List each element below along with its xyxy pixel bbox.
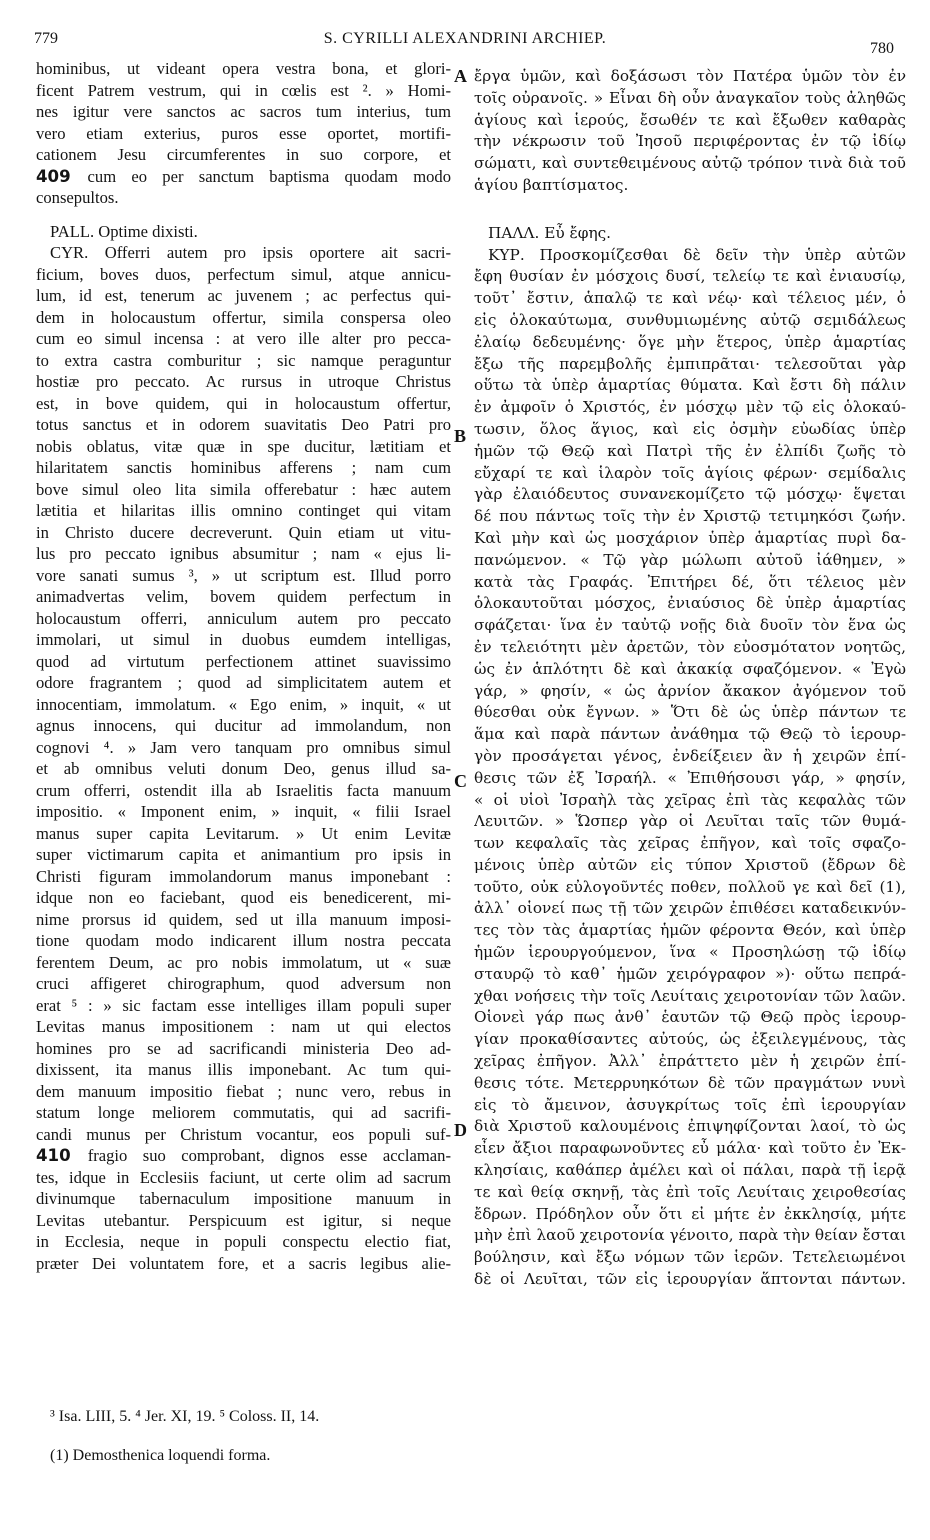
latin-line: hominibus, ut videant opera vestra bona, et glori- (36, 59, 451, 78)
greek-line: γάρ, » φησίν, « ὡς ἀρνίον ἄκακον ἀγόμενον τοῦ (474, 681, 906, 700)
greek-line: θεσις τότε. Μετερρυηκότων δὲ τῶν πραγμάτων νυνὶ (474, 1073, 906, 1092)
latin-line: crum offerri, ostendit illa ab Israelitis facta manuum (36, 780, 451, 800)
latin-line: impositio. « Imponent enim, » inquit, « filii Israel (36, 802, 451, 821)
greek-line: Λευιτῶν. » Ὥσπερ γὰρ οἱ Λευῖται ταῖς τῶν θυμά- (474, 812, 906, 831)
greek-line: εἰς τὸ ἄμεινον, ἀσυγκρίτως τοῖς ἐπὶ ἱερουργίαν (474, 1095, 906, 1114)
latin-line: agnus innocens, qui ducitur ad immolandum, non (36, 716, 451, 735)
greek-line: ἁγίους καὶ ἱερούς, ἔσωθέν τε καὶ ἔξωθεν καθαρὰς (474, 110, 906, 129)
greek-line: ἔδρων. Πρόδηλον οὖν ὅτι εἰ μήτε ἐν ἐκκλησίᾳ, μήτε (474, 1204, 906, 1223)
latin-line: totus sanctus et in odorem suavitatis Deo Patri pro (36, 415, 451, 434)
greek-line: γίαν προκαθίσαντες αὐτούς, ὡς ἐξειλεγμένους, τὰς (474, 1030, 906, 1049)
editorial-footnote: (1) Demosthenica loquendi forma. (50, 1447, 271, 1464)
greek-line: ἐν ἀμφοῖν ὁ Χριστός, ἐν μόσχῳ μὲν τῷ εἰς ὁλοκαύ- (474, 398, 906, 417)
latin-line: idque non eo faciebant, quod eis benedicerent, mi- (36, 888, 451, 907)
greek-line: τε καὶ θείᾳ σκηνῇ, τὰς ἐπὶ τοῖς Λευίταις χειροθεσίας (474, 1182, 906, 1201)
latin-line: tes, idque in Ecclesiis faciunt, ut certe olim ad sacrum (36, 1167, 451, 1187)
margin-letter-a: A (454, 66, 467, 86)
latin-line: cognovi ⁴. » Jam vero tanquam pro omnibus simul (36, 737, 451, 757)
greek-line: ὁλοκαυτοῦται μόσχος, ἐνιαύσιος δὲ ὑπὲρ ἁμαρτίας (474, 594, 906, 613)
greek-line: ἡμῶν τῷ Θεῷ καὶ Πατρὶ τῆς ἐν ἐλπίδι ζωῆς τὸ (474, 441, 906, 460)
latin-line: to extra castra comburitur ; sic namque peraguntur (36, 350, 451, 370)
latin-line: animadvertas velim, bovem quidem perfectum in (36, 587, 451, 606)
greek-line: χθαι νοήσεις τὴν τοῖς Λευίταις χειροτονίαν τῶν λαῶν. (474, 986, 906, 1005)
latin-line: nime prorsus id quidem, sed ut illa manuum imposi- (36, 909, 451, 929)
latin-line: in Christo ducere decreverunt. Quin etiam ut vitu- (36, 522, 451, 542)
page-number-left: 779 (34, 30, 58, 47)
latin-line (36, 166, 451, 188)
greek-line: ἔξω τῆς παρεμβολῆς ἐμπιπρᾶται· τελεσοῦται γὰρ (474, 354, 906, 373)
greek-line: τες τὸν τὰς ἁμαρτίας ἡμῶν φέροντα Θεόν, καὶ ὑπὲρ (474, 921, 906, 940)
greek-line: εὔχαρί τε καὶ ἱλαρὸν τοῖς ἁγίοις φέρων· σεμίδαλις (474, 463, 906, 482)
latin-line: in Ecclesia, neque in populi conspectu electio fiat, (36, 1232, 451, 1251)
latin-line: lus pro peccato ignibus absumitur ; nam « ejus li- (36, 544, 451, 563)
latin-line: bove simul oleo lita simila offerebatur : hæc autem (36, 479, 451, 499)
greek-line: ὡς ἐν ἁπλότητι δὲ καὶ ἀκακίᾳ σφαζόμενον. « Ἐγὼ (474, 659, 906, 678)
latin-line: dem in holocaustum offertur, simila conspersa oleo (36, 307, 451, 327)
latin-line: quod ad virtutum perfectionem attinet suavissimo (36, 651, 451, 671)
column-marker: 409 (36, 166, 88, 186)
latin-line: Christi figuram immolandorum manus imponebant : (36, 866, 451, 886)
greek-line: των κεφαλαῖς τὰς χεῖρας ἐπῆγον, καὶ τοῖς σφαζο- (474, 834, 906, 853)
latin-column (36, 58, 451, 1274)
latin-line: CYR. Offerri autem pro ipsis oportere ait sacri- (50, 243, 451, 262)
latin-line: hostiæ pro peccato. Ac rursus in utroque Christus (36, 372, 451, 391)
greek-line: γὸν προσάγεται γένος, ἐνδείξειεν ἂν ἡ χειρῶν ἐπί- (474, 746, 906, 765)
latin-line: cruci affigeret chirographum, quod adversum non (36, 974, 451, 993)
greek-line: τοῦτ᾽ ἔστιν, ἁπαλῷ τε καὶ νέῳ· καὶ τέλειος μέν, ὁ (474, 289, 906, 308)
greek-line: γὰρ ἐλαιόδευτος συνανεκομίζετο τῷ μόσχῳ· ἕψεται (474, 485, 906, 504)
latin-line: ficium, boves duos, perfectum simul, atque annicu- (36, 264, 451, 284)
greek-line: ἁγίου βαπτίσματος. (474, 175, 629, 194)
greek-line: ἔφη θυσίαν ἐν μόσχοις δυσί, τελείῳ τε καὶ ἐνιαυσίῳ, (474, 267, 906, 286)
latin-line: divinumque tabernaculum impositione manuum in (36, 1189, 451, 1208)
greek-line: τοῦτο, οὐκ εὐλογοῦντές ποθεν, πολλοῦ γε καὶ δεῖ (1), (474, 877, 906, 896)
latin-line: consepultos. (36, 188, 119, 207)
latin-line: Levitas manus impositionem : nam ut qui electos (36, 1017, 451, 1036)
greek-line: μένοις ὑπὲρ αὐτῶν εἰς τύπον Χριστοῦ (ἔδρων δὲ (474, 855, 906, 874)
greek-line: σταυρῷ τὸ καθ᾽ ἡμῶν χειρόγραφον »)· οὕτω πεπρά- (474, 964, 906, 983)
greek-line: εἰς ὁλοκαύτωμα, συνθυμιωμένης αὐτῷ σεμιδάλεως (474, 310, 906, 329)
greek-line: « οἱ υἱοὶ Ἰσραὴλ τὰς χεῖρας ἐπὶ τὰς κεφαλὰς τῶν (474, 790, 906, 809)
latin-line: erat ⁵ : » sic factam esse intelliges illam populi super (36, 995, 451, 1015)
greek-line: δέ που πάντως τοῖς τὴν ἐν Χριστῷ τετιμηκόσι ζωήν. (474, 507, 906, 526)
latin-line: homines pro se ad sacrificandi ministeria Deo ad- (36, 1038, 451, 1058)
latin-line: dixissent, ita manus illis imponebant. Ac tum qui- (36, 1060, 451, 1079)
greek-line: κλησίαις, καθάπερ ἀμέλει καὶ οἱ πάλαι, παρὰ τῇ ἱερᾷ (474, 1161, 906, 1180)
greek-line: ΠΑΛΛ. Εὖ ἔφης. (488, 223, 612, 242)
running-title: S. CYRILLI ALEXANDRINI ARCHIEP. (323, 30, 607, 47)
latin-line-text: cum eo per sanctum baptisma quodam modo (87, 166, 451, 186)
latin-line: vero etiam exterius, puros esse oportet, mortifi- (36, 123, 451, 143)
latin-line: nobis oblatus, vitæ quæ in spe ducitur, lætitiam et (36, 436, 451, 456)
latin-line: innocentiam, immolatum. « Ego enim, » inquit, « ut (36, 694, 451, 714)
greek-line: τοῖς οὐρανοῖς. » Εἶναι δὴ οὖν ἀναγκαῖον τοὺς ἀληθῶς (474, 88, 906, 107)
greek-line: ἔργα ὑμῶν, καὶ δοξάσωσι τὸν Πατέρα ὑμῶν τὸν ἐν (474, 67, 906, 85)
greek-line: Καὶ μὴν καὶ ὡς μοσχάριον ὑπὲρ ἁμαρτίας πυρὶ δα- (474, 528, 906, 547)
greek-line: ΚΥΡ. Προσκομίζεσθαι δὲ δεῖν τὴν ὑπὲρ αὐτῶν (488, 245, 906, 264)
greek-line: πανώμενον. « Τῷ γὰρ μώλωπι αὐτοῦ ἰάθημεν, » (474, 550, 906, 569)
latin-line: ficent Patrem vestrum, qui in cœlis est ². » Homi- (36, 80, 451, 100)
latin-line: hilaritatem sanctis hominibus afferens ; nam cum (36, 458, 451, 477)
latin-line: odore fragrantem ; quod ad simplicitatem autem et (36, 673, 451, 692)
greek-line: εἶεν ἄξιοι παραφωνοῦντες εὖ μάλα· καὶ τοῦτο ἐν Ἐκ- (474, 1139, 906, 1158)
latin-line: holocaustum offerri, anniculum autem pro peccato (36, 608, 451, 628)
page-number-right: 780 (870, 40, 894, 57)
margin-letter-d: D (454, 1120, 467, 1140)
greek-line: ἅμα καὶ παρὰ πάντων ἀνάθημα τῷ Θεῷ τὸ ἱερουρ- (474, 725, 906, 744)
latin-line: immolari, ut simul in duobus eumdem intelligas, (36, 630, 451, 649)
greek-line: βούλησιν, καὶ ἔξω νόμων τῶν ἱερῶν. Τετελειωμένοι (474, 1248, 906, 1267)
latin-line: cum eo simul incensa : at vero ille alter pro pecca- (36, 329, 451, 348)
greek-line: ἀλλ᾽ οἱονεί πως τῇ τῶν χειρῶν ἐπιθέσει καταδεικνύν- (474, 899, 906, 918)
latin-line: statum longe meliorem commutatis, qui ad sacrifi- (36, 1103, 451, 1122)
greek-line: θεσις τῶν ἐξ Ἰσραήλ. « Ἐπιθήσουσι γάρ, » φησίν, (474, 768, 906, 787)
greek-line: θύεσθαι οὐκ ἔγνων. » Ὅτι δὲ ὡς ὑπὲρ πάντων τε (474, 703, 906, 722)
latin-line: candi munus per Christum vocantur, eos populi suf- (36, 1124, 451, 1144)
greek-line: οὕτω τὰ ὑπὲρ ἁμαρτίας θύματα. Καὶ ἔστι δὴ πάλιν (474, 376, 906, 395)
scripture-footnotes: ³ Isa. LIII, 5. ⁴ Jer. XI, 19. ⁵ Coloss. II, 14. (50, 1408, 320, 1425)
latin-line: et ab omnibus veluti donum Deo, genus illud sa- (36, 759, 451, 778)
latin-line: Levitas utebantur. Perspicuum est igitur, si neque (36, 1210, 451, 1230)
greek-line: ἡμῶν ἱερουργούμενον, ἵνα « Προσηλώσῃ τῷ ἰδίῳ (474, 943, 906, 962)
latin-line: dem manuum impositio fiebat ; nunc vero, rebus in (36, 1081, 451, 1101)
latin-line: nes igitur vere sanctos ac sacros tum interius, tum (36, 102, 451, 121)
latin-line-text: fragio suo comprobant, dignos esse acclaman- (87, 1146, 451, 1165)
greek-line: ἐλαίῳ δεδευμένης· ὅγε μὴν ἕτερος, ὑπὲρ ἁμαρτίας (474, 332, 906, 351)
column-marker: 410 (36, 1146, 88, 1165)
latin-line: ferentem Deum, ac pro nobis immolatum, ut « suæ (36, 952, 451, 972)
latin-line: lum, id est, tenerum ac juvenem ; ac perfectus qui- (36, 286, 451, 305)
latin-line: PALL. Optime dixisti. (50, 221, 198, 241)
margin-letter-b: B (454, 426, 467, 446)
latin-line: tione quodam modo indicarent illum nostra peccata (36, 931, 451, 950)
greek-line: σώματι, καὶ συντεθειμένους αὐτῷ τρόπον τινὰ διὰ τοῦ (474, 154, 906, 173)
latin-line: lætitia et hilaritas illis omnino continget qui vitam (36, 501, 451, 520)
latin-line: vore sanati sumus ³, » ut scriptum est. Illud porro (36, 565, 451, 585)
greek-line: Οἱονεὶ γάρ πως ἀνθ᾽ ἑαυτῶν τῷ Θεῷ πρὸς ἱερουρ- (474, 1008, 906, 1027)
latin-line: cationem Jesu circumferentes in suo corpore, et (36, 145, 451, 164)
latin-line (36, 1145, 451, 1167)
latin-line: manus super capita Levitarum. » Ut enim Levitæ (36, 823, 451, 843)
latin-line: super victimarum capita et animantium pro ipsis in (36, 845, 451, 864)
greek-line: μὴν ἐπὶ λαοῦ χειροτονία γένοιτο, παρὰ τὴν θείαν ἔσται (474, 1226, 906, 1245)
greek-column (474, 66, 906, 1291)
greek-line: σφάζεται· ἵνα ἐν ταὐτῷ νοῇς διὰ δυοῖν τὸν ἕνα ὡς (474, 616, 906, 635)
greek-line: χεῖρας ἐπῆγον. Ἀλλ᾽ ἐπράττετο μὲν ἡ χειρῶν ἐπί- (474, 1052, 906, 1071)
greek-line: τωσιν, ὅλος ἅγιος, καὶ εἰς ὀσμὴν εὐωδίας ὑπὲρ (474, 419, 906, 438)
margin-letter-c: C (454, 771, 467, 791)
latin-line: præter Dei voluntatem fore, et a sacris legibus alie- (36, 1253, 451, 1273)
greek-line: ἐν τελειότητι μὲν ἀρετῶν, τὸν εὐοσμότατον νοητῶς, (474, 637, 906, 656)
greek-line: δὲ οἱ Λευῖται, τῶν εἰς ἱερουργίαν ἅπτονται πάντων. (474, 1270, 906, 1289)
latin-line: est, in bove quidem, qui in holocaustum offertur, (36, 393, 451, 413)
greek-line: διὰ Χριστοῦ καλουμένοις ἐπιψηφίζονται λαοί, τὸ ὡς (474, 1117, 906, 1136)
greek-line: τὴν νέκρωσιν τοῦ Ἰησοῦ περιφέροντας ἐν τῷ ἰδίῳ (474, 132, 906, 151)
greek-line: κατὰ τὰς Γραφάς. Ἐπιτήρει δέ, ὅτι τέλειος μὲν (474, 572, 906, 591)
